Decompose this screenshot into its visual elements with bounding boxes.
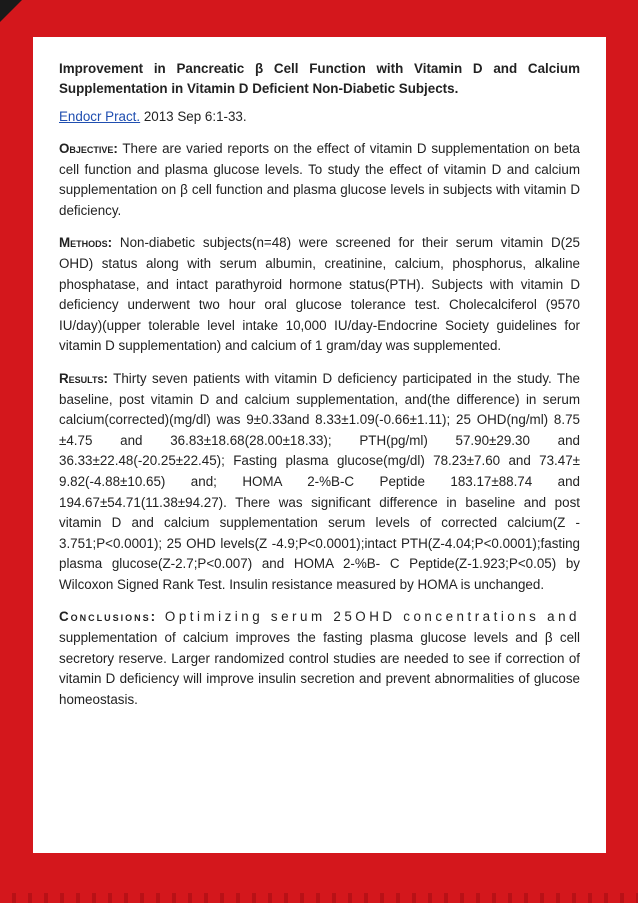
- conclusions-text: Optimizing serum 25OHD concentrations and: [157, 609, 580, 625]
- citation-details: 2013 Sep 6:1-33.: [140, 109, 247, 124]
- objective-section: [59, 139, 580, 221]
- objective-text: There are varied reports on the effect of vitamin D supplementation on beta cell function and plasma glucose levels. To study the effect of vitamin D and calcium supplementation on β cell function and plasma glucose levels in subjects with vitamin D deficiency.: [59, 141, 580, 218]
- results-text: Thirty seven patients with vitamin D deficiency participated in the study. The baseline, post vitamin D and calcium supplementation, and(the difference) in serum calcium(corrected)(mg/dl) was 9±0.33and 8.33±1.09(-0.66±1.11); 25 OHD(ng/ml) 8.75 ±4.75 and 36.83±18.68(28.00±18.33); PTH(pg/ml) 57.90±29.30 and 36.33±22.48(-20.25±22.45); Fasting plasma glucose(mg/dl) 78.23±7.60 and 73.47± 9.82(-4.88±10.65) and; HOMA 2-%B-C Peptide 183.17±88.74 and 194.67±54.71(11.38±94.27). There was significant difference in baseline and post vitamin D and calcium supplementation serum levels of corrected calcium(Z - 3.751;P<0.0001); 25 OHD levels(Z -4.9;P<0.0001);intact PTH(Z-4.04;P<0.0001);fasting plasma glucose(Z-2.7;P<0.007) and HOMA 2-%B- C Peptide(Z-1.923;P<0.05) by Wilcoxon Signed Rank Test. Insulin resistance measured by HOMA is unchanged.: [59, 370, 580, 592]
- bottom-stripe-decoration: [0, 893, 638, 903]
- objective-heading: Objective:: [59, 141, 118, 156]
- journal-link[interactable]: Endocr Pract.: [59, 109, 141, 124]
- methods-text: Non-diabetic subjects(n=48) were screened for their serum vitamin D(25 OHD) status along with serum albumin, creatinine, calcium, phosphorus, alkaline phosphatase, and intact parathyroid hormone status(PTH). Subjects with vitamin D deficiency underwent two hour oral glucose tolerance test. Cholecalciferol (9570 IU/day)(upper tolerable level intake 10,000 IU/day-Endocrine Society guidelines for vitamin D supplementation) and calcium of 1 gram/day was supplemented.: [59, 235, 580, 354]
- article-title: Improvement in Pancreatic β Cell Function with Vitamin D and Calcium Supplementation in Vitamin D Deficient Non-Diabetic Subjects.: [59, 61, 580, 96]
- conclusions-section: [59, 607, 580, 710]
- conclusions-heading: Conclusions:: [59, 609, 158, 625]
- abstract-card: [33, 37, 606, 853]
- corner-decoration: [0, 0, 22, 22]
- methods-section: [59, 233, 580, 357]
- conclusions-text-rest: supplementation of calcium improves the fasting plasma glucose levels and β cell secretory reserve. Larger randomized control studies are needed to see if correction of vitamin D deficiency will improve insulin secretion and prevent abnormalities of glucose homeostasis.: [59, 630, 580, 707]
- citation: [59, 107, 580, 127]
- methods-heading: Methods:: [59, 235, 113, 251]
- results-heading: Results:: [59, 370, 108, 386]
- results-section: [59, 369, 580, 596]
